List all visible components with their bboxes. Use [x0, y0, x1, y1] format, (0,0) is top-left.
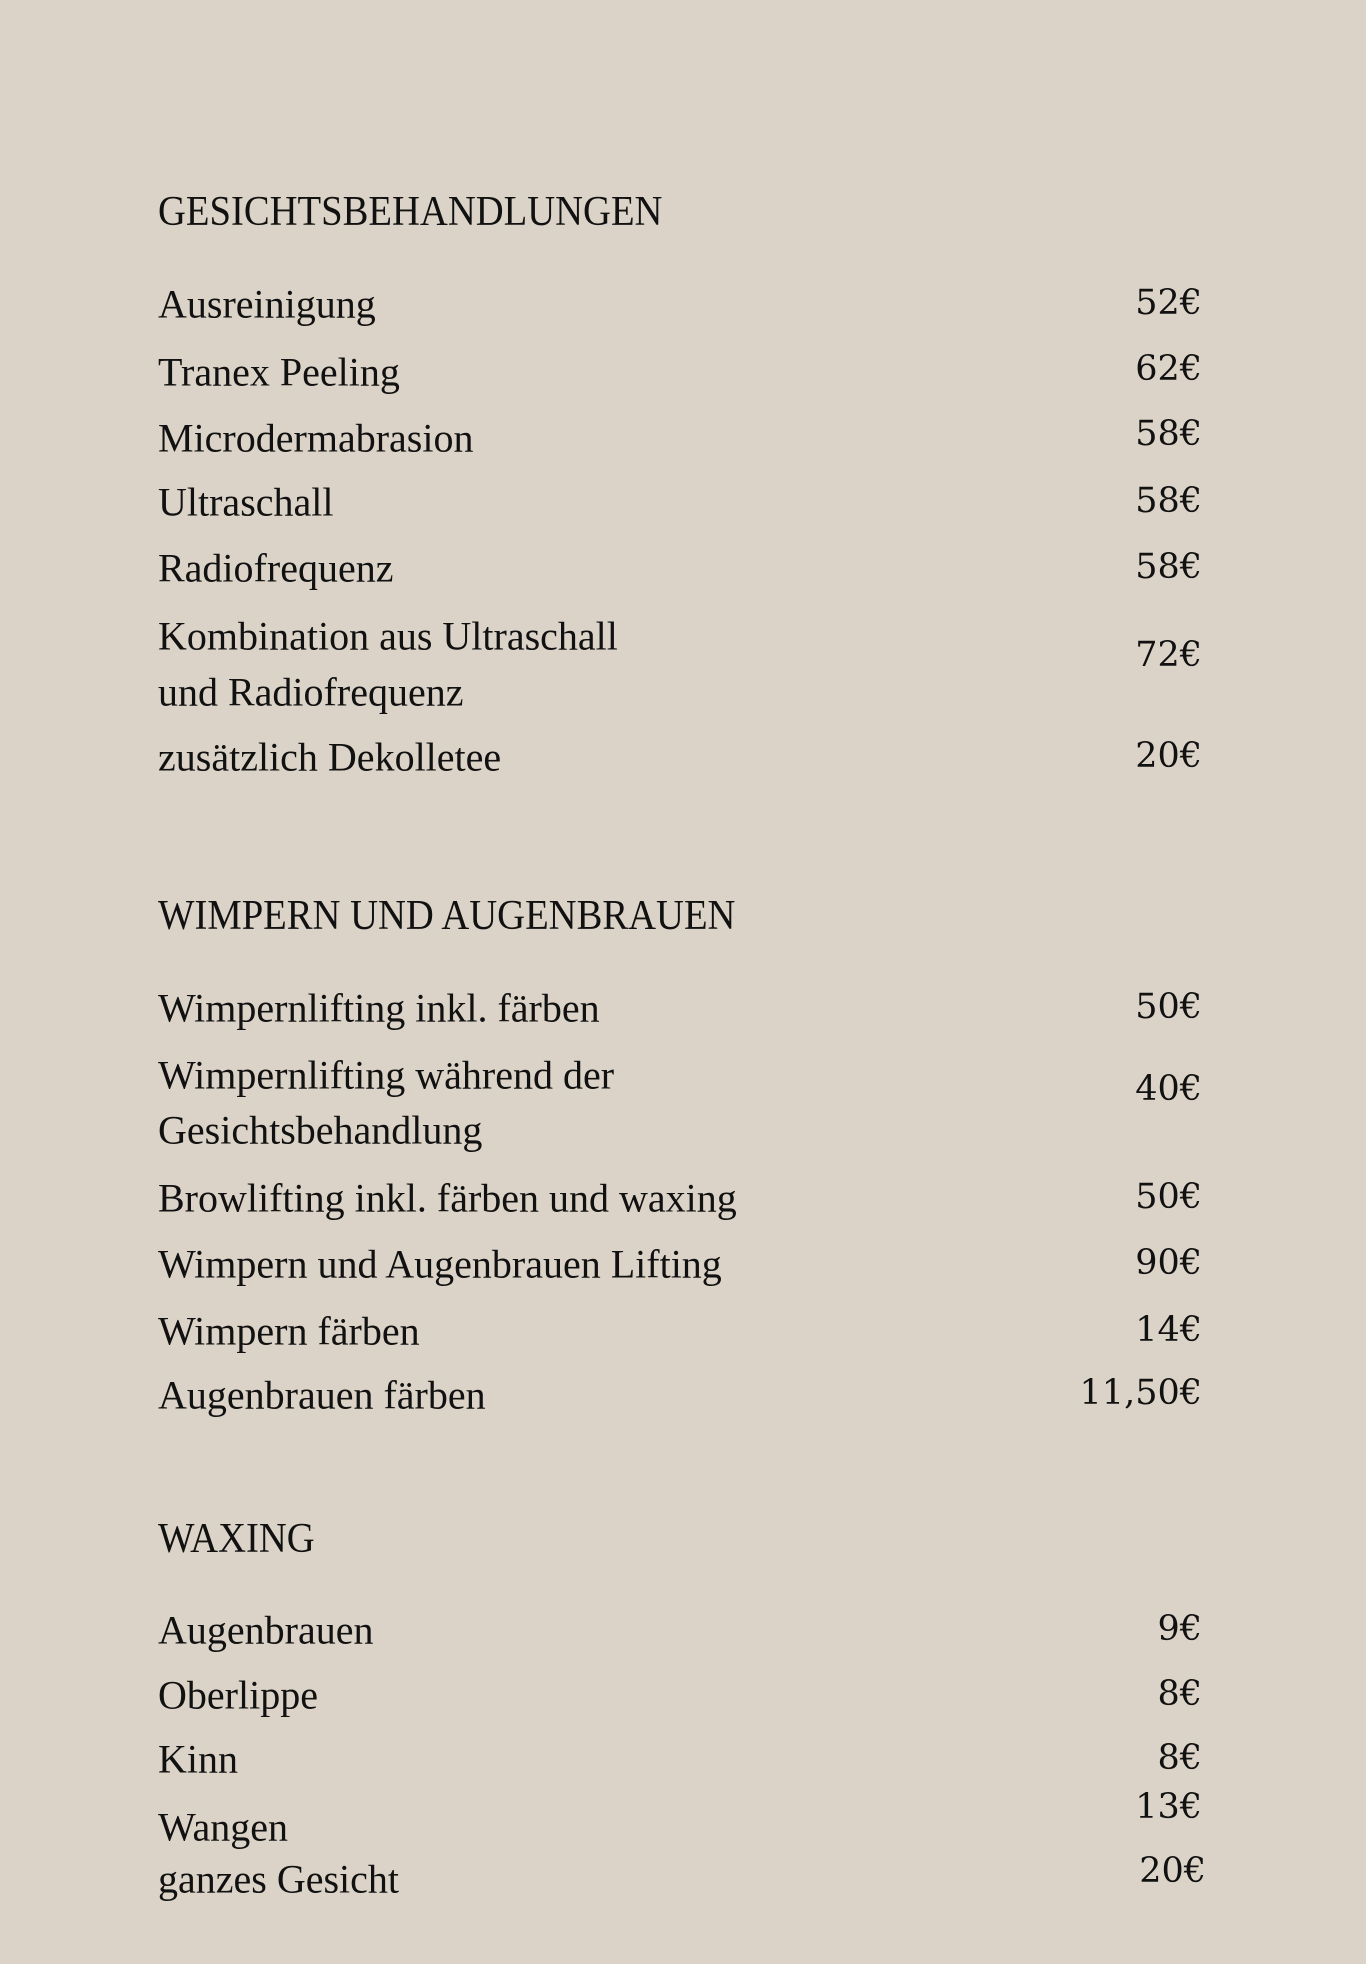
service-name: Augenbrauen färben — [158, 1372, 486, 1418]
service-name: Oberlippe — [158, 1672, 318, 1718]
service-price: 50€ — [1135, 1177, 1202, 1217]
section-heading: WAXING — [158, 1516, 315, 1562]
service-name: Wimpern färben — [158, 1308, 420, 1354]
service-price: 58€ — [1135, 414, 1202, 454]
service-price: 62€ — [1135, 349, 1202, 389]
service-name: Radiofrequenz — [158, 545, 394, 591]
service-price: 8€ — [1157, 1674, 1202, 1714]
service-price: 8€ — [1157, 1738, 1202, 1778]
service-price: 20€ — [1135, 736, 1202, 776]
service-name-line2: Gesichtsbehandlung — [158, 1107, 483, 1153]
service-name: Augenbrauen — [158, 1607, 374, 1653]
service-name-line2: und Radiofrequenz — [158, 669, 464, 715]
service-price: 11,50€ — [1079, 1373, 1202, 1413]
service-name: Wimpernlifting inkl. färben — [158, 985, 600, 1031]
service-price: 58€ — [1135, 481, 1202, 521]
service-name: ganzes Gesicht — [158, 1856, 400, 1902]
service-price: 9€ — [1157, 1609, 1202, 1649]
service-name: Kinn — [158, 1736, 238, 1782]
service-price: 72€ — [1135, 635, 1202, 675]
service-name: Browlifting inkl. färben und waxing — [158, 1175, 737, 1221]
section-heading: GESICHTSBEHANDLUNGEN — [158, 189, 663, 235]
service-name-line1: Kombination aus Ultraschall — [158, 613, 618, 659]
service-name: Microdermabrasion — [158, 415, 474, 461]
service-price: 13€ — [1135, 1787, 1202, 1827]
service-name-line1: Wimpernlifting während der — [158, 1052, 615, 1098]
service-name: zusätzlich Dekolletee — [158, 734, 502, 780]
service-price: 52€ — [1135, 283, 1202, 323]
service-price: 58€ — [1135, 547, 1202, 587]
service-price: 50€ — [1135, 987, 1202, 1027]
service-price: 20€ — [1139, 1851, 1206, 1891]
service-price: 40€ — [1135, 1069, 1202, 1109]
service-price: 14€ — [1135, 1310, 1202, 1350]
service-name: Wimpern und Augenbrauen Lifting — [158, 1241, 722, 1287]
service-name: Ausreinigung — [158, 281, 376, 327]
service-name: Tranex Peeling — [158, 349, 400, 395]
service-name: Ultraschall — [158, 479, 334, 525]
service-name: Wangen — [158, 1804, 289, 1850]
section-heading: WIMPERN UND AUGENBRAUEN — [158, 893, 736, 939]
service-price: 90€ — [1135, 1243, 1202, 1283]
